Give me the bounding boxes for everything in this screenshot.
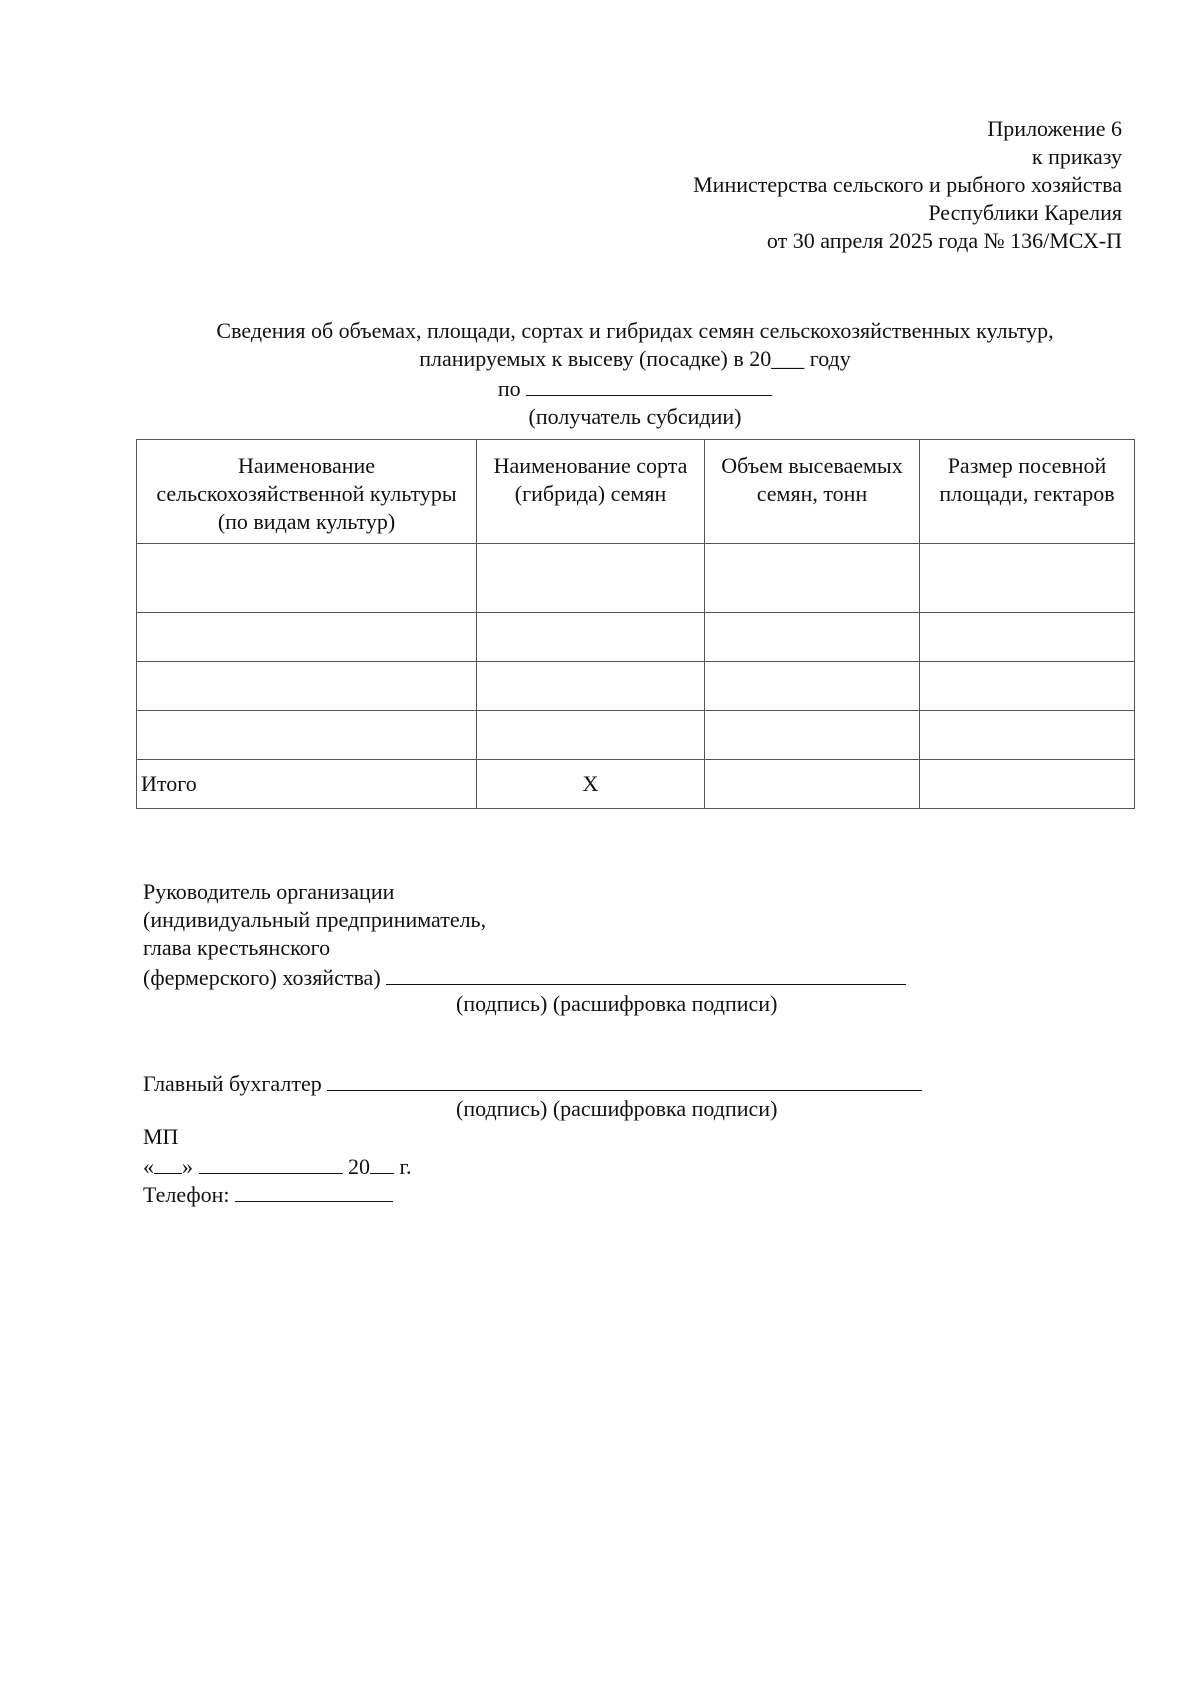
phone-label: Телефон: — [143, 1182, 230, 1207]
head-title-line-3: глава крестьянского — [143, 935, 331, 960]
head-title-line-2: (индивидуальный предприниматель, — [143, 907, 487, 932]
table-total-row — [137, 760, 1135, 809]
signature-block — [143, 878, 906, 992]
stamp-mark: МП — [143, 1124, 179, 1149]
accountant-signature-caption: (подпись) (расшифровка подписи) — [456, 1096, 778, 1121]
header-republic: Республики Карелия — [928, 200, 1122, 225]
head-title-line-4-text: (фермерского) хозяйства) — [143, 965, 381, 990]
header-date-number: от 30 апреля 2025 года № 136/МСХ-П — [766, 228, 1122, 253]
table-cell[interactable] — [477, 613, 705, 662]
total-volume-cell[interactable] — [705, 760, 920, 809]
date-year-line[interactable] — [370, 1151, 394, 1174]
phone-line — [143, 1179, 393, 1209]
title-recipient-prefix: по — [497, 376, 521, 401]
date-suffix: г. — [399, 1154, 412, 1179]
head-title-line-4 — [143, 962, 906, 992]
table-cell[interactable] — [137, 711, 477, 760]
seeds-table — [136, 439, 1135, 809]
table-cell[interactable] — [137, 613, 477, 662]
total-label: Итого — [137, 760, 477, 809]
head-signature-line[interactable] — [386, 962, 906, 985]
table-cell[interactable] — [477, 662, 705, 711]
accountant-line — [143, 1068, 922, 1098]
date-open-quote: « — [143, 1154, 154, 1179]
date-month-line[interactable] — [199, 1151, 343, 1174]
header-appendix: Приложение 6 — [987, 116, 1122, 141]
header-order-ref: к приказу — [1031, 144, 1122, 169]
table-row — [137, 613, 1135, 662]
total-x-mark: X — [477, 760, 705, 809]
header-seed-volume: Объем высеваемых семян, тонн — [705, 440, 920, 544]
date-line — [143, 1151, 412, 1181]
header-sowing-area: Размер посевной площади, гектаров — [920, 440, 1135, 544]
accountant-signature-line[interactable] — [327, 1068, 922, 1091]
date-close-quote: » — [182, 1154, 193, 1179]
title-line-2: планируемых к высеву (посадке) в 20___ году — [419, 346, 851, 371]
table-cell[interactable] — [137, 544, 477, 613]
table-cell[interactable] — [920, 544, 1135, 613]
table-header-row — [137, 440, 1135, 544]
recipient-fill-line[interactable] — [526, 373, 772, 396]
head-title-line-1: Руководитель организации — [143, 879, 395, 904]
accountant-label: Главный бухгалтер — [143, 1071, 322, 1096]
title-line-4: (получатель субсидии) — [528, 404, 742, 429]
header-crop-name: Наименование сельскохозяйственной культуры (по видам культур) — [137, 440, 477, 544]
title-line-3 — [0, 373, 1200, 403]
title-line-1: Сведения об объемах, площади, сортах и гибридах семян сельскохозяйственных культур, — [216, 318, 1054, 343]
table-row — [137, 711, 1135, 760]
date-year-prefix: 20 — [348, 1154, 370, 1179]
date-day-line[interactable] — [154, 1151, 182, 1174]
total-area-cell[interactable] — [920, 760, 1135, 809]
document-title — [0, 317, 1200, 431]
table-cell[interactable] — [705, 662, 920, 711]
table-cell[interactable] — [705, 613, 920, 662]
table-cell[interactable] — [920, 711, 1135, 760]
phone-fill-line[interactable] — [235, 1179, 393, 1202]
header-variety-name: Наименование сорта (гибрида) семян — [477, 440, 705, 544]
table-row — [137, 544, 1135, 613]
table-cell[interactable] — [920, 613, 1135, 662]
table-cell[interactable] — [705, 711, 920, 760]
table-cell[interactable] — [920, 662, 1135, 711]
head-signature-caption: (подпись) (расшифровка подписи) — [456, 991, 778, 1016]
header-ministry: Министерства сельского и рыбного хозяйства — [693, 172, 1122, 197]
table-cell[interactable] — [477, 711, 705, 760]
header-block — [693, 115, 1122, 255]
table-cell[interactable] — [137, 662, 477, 711]
table-cell[interactable] — [477, 544, 705, 613]
table-row — [137, 662, 1135, 711]
table-cell[interactable] — [705, 544, 920, 613]
